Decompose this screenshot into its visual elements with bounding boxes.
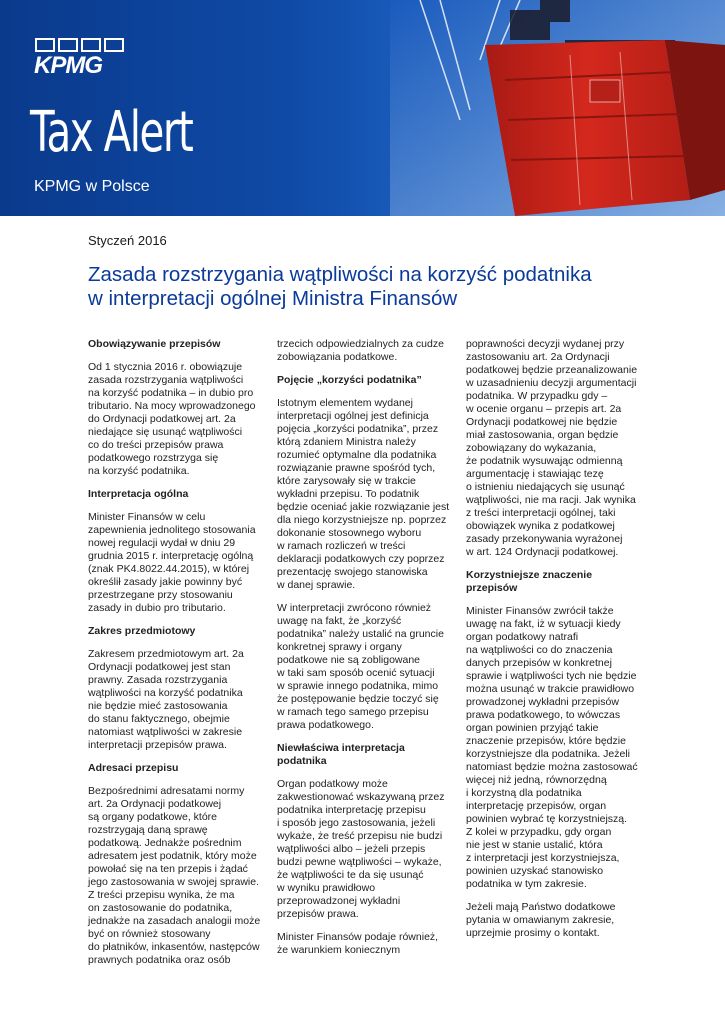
issue-date: Styczeń 2016 [88, 233, 167, 248]
paragraph: Od 1 stycznia 2016 r. obowiązuje zasada rozstrzygania wątpliwości na korzyść podatnika – in dubio pro tributario. Na mocy wprowadzonego do Ordynacji podatkowej art. 2a niedające się usunąć wątpliwości co do treści przepisów prawa podatkowego rozstrzyga się na korzyść podatnika. [88, 361, 256, 477]
section-heading: Pojęcie „korzyści podatnika” [277, 374, 422, 386]
column-1 [88, 338, 270, 977]
publication-subtitle: KPMG w Polsce [34, 178, 150, 195]
section-heading: Zakres przedmiotowy [88, 625, 196, 637]
section-heading: Korzystniejsze znaczenie przepisów [466, 569, 593, 594]
section-heading: Obowiązywanie przepisów [88, 338, 221, 350]
column-2 [277, 338, 459, 967]
kpmg-logo: KPMG [34, 52, 102, 79]
paragraph: Zakresem przedmiotowym art. 2a Ordynacji podatkowej jest stan prawny. Zasada rozstrzygania wątpliwości na korzyść podatnika nie będzie mieć zastosowania do stanu faktycznego, obejmie natomiast wątpliwości w zakresie interpretacji przepisów prawa. [88, 648, 244, 751]
header-banner [0, 0, 725, 216]
section-heading: Interpretacja ogólna [88, 488, 189, 500]
article-title [88, 263, 688, 311]
column-3 [466, 338, 648, 950]
paragraph: W interpretacji zwrócono również uwagę na fakt, że „korzyść podatnika” należy ustalić na gruncie konkretnej sprawy i organy podatkowe nie są zobligowane w taki sam sposób ocenić sytuacji w sprawie innego podatnika, mimo że postępowanie będzie toczyć się w ramach tego samego przepisu prawa podatkowego. [277, 602, 444, 731]
paragraph: trzecich odpowiedzialnych za cudze zobowiązania podatkowe. [277, 338, 444, 363]
section-heading: Adresaci przepisu [88, 762, 179, 774]
shipping-container-photo [390, 0, 725, 216]
paragraph: Minister Finansów w celu zapewnienia jednolitego stosowania nowej regulacji wydał w dniu 29 grudnia 2015 r. interpretację ogólną (znak PK4.8022.44.2015), w której określił zasady jakie powinny być przestrzegane przy stosowaniu zasady in dubio pro tributario. [88, 511, 256, 614]
publication-title: Tax Alert [30, 100, 193, 165]
paragraph: poprawności decyzji wydanej przy zastosowaniu art. 2a Ordynacji podatkowej będzie przeanalizowanie w uzasadnieniu decyzji argumentacji podatnika. W przypadku gdy – w ocenie organu – przepis art. 2a Ordynacji podatkowej nie będzie miał zastosowania, organ będzie zobowiązany do wykazania, że podatnik wysuwając odmienną argumentację i stawiając tezę o istnieniu niedających się usunąć wątpliwości, nie ma racji. Jak wynika z treści interpretacji ogólnej, taki obowiązek wynika z podatkowej zasady przekonywania wyrażonej w art. 124 Ordynacji podatkowej. [466, 338, 638, 558]
section-heading: Niewłaściwa interpretacja podatnika [277, 742, 405, 767]
paragraph: Minister Finansów podaje również, że warunkiem koniecznym [277, 931, 439, 956]
paragraph: Istotnym elementem wydanej interpretacji ogólnej jest definicja pojęcia „korzyści podatnika”, przez którą zdaniem Ministra należy rozumieć optymalne dla podatnika rozwiązanie prawne spośród tych, które zarysowały się w trakcie wykładni przepisu. To podatnik będzie oceniać jakie rozwiązanie jest dla niego korzystniejsze np. poprzez dokonanie stosownego wyboru w ramach rozliczeń w treści deklaracji podatkowych czy poprzez prezentację swojego stanowiska w danej sprawie. [277, 397, 450, 591]
article-title-line-1: Zasada rozstrzygania wątpliwości na korzyść podatnika [88, 263, 592, 286]
kpmg-logo-boxes [35, 38, 124, 52]
paragraph: Minister Finansów zwrócił także uwagę na fakt, iż w sytuacji kiedy organ podatkowy natrafi na wątpliwości co do znaczenia danych przepisów w konkretnej sprawie i wątpliwości tych nie będzie można usunąć w trakcie prawidłowo prowadzonej wykładni przepisów prawa podatkowego, to wówczas organ powinien przyjąć takie znaczenie przepisów, które będzie korzystniejsze dla podatnika. Jeżeli natomiast będzie można zastosować więcej niż jedną, równorzędną i korzystną dla podatnika interpretację przepisów, organ powinien wybrać tę korzystniejszą. Z kolei w przypadku, gdy organ nie jest w stanie ustalić, która z interpretacji jest korzystniejsza, powinien uzyskać stanowisko podatnika w tym zakresie. [466, 605, 638, 890]
paragraph: Organ podatkowy może zakwestionować wskazywaną przez podatnika interpretację przepisu i sposób jego zastosowania, jeżeli wykaże, że treść przepisu nie budzi wątpliwości albo – jeżeli przepis budzi pewne wątpliwości – wykaże, że wątpliwości te da się usunąć w wyniku prawidłowo przeprowadzonej wykładni przepisów prawa. [277, 778, 445, 920]
article-title-line-2: w interpretacji ogólnej Ministra Finansów [88, 287, 458, 310]
paragraph: Jeżeli mają Państwo dodatkowe pytania w omawianym zakresie, uprzejmie prosimy o kontakt. [466, 901, 616, 939]
paragraph: Bezpośrednimi adresatami normy art. 2a Ordynacji podatkowej są organy podatkowe, które rozstrzygają daną sprawę podatkową. Jednakże pośrednim adresatem jest podatnik, który może powołać się na ten przepis i żądać jego zastosowania w swojej sprawie. Z treści przepisu wynika, że ma on zastosowanie do podatnika, jednakże na zasadach analogii może być on również stosowany do płatników, inkasentów, następców prawnych podatnika oraz osób [88, 785, 261, 966]
